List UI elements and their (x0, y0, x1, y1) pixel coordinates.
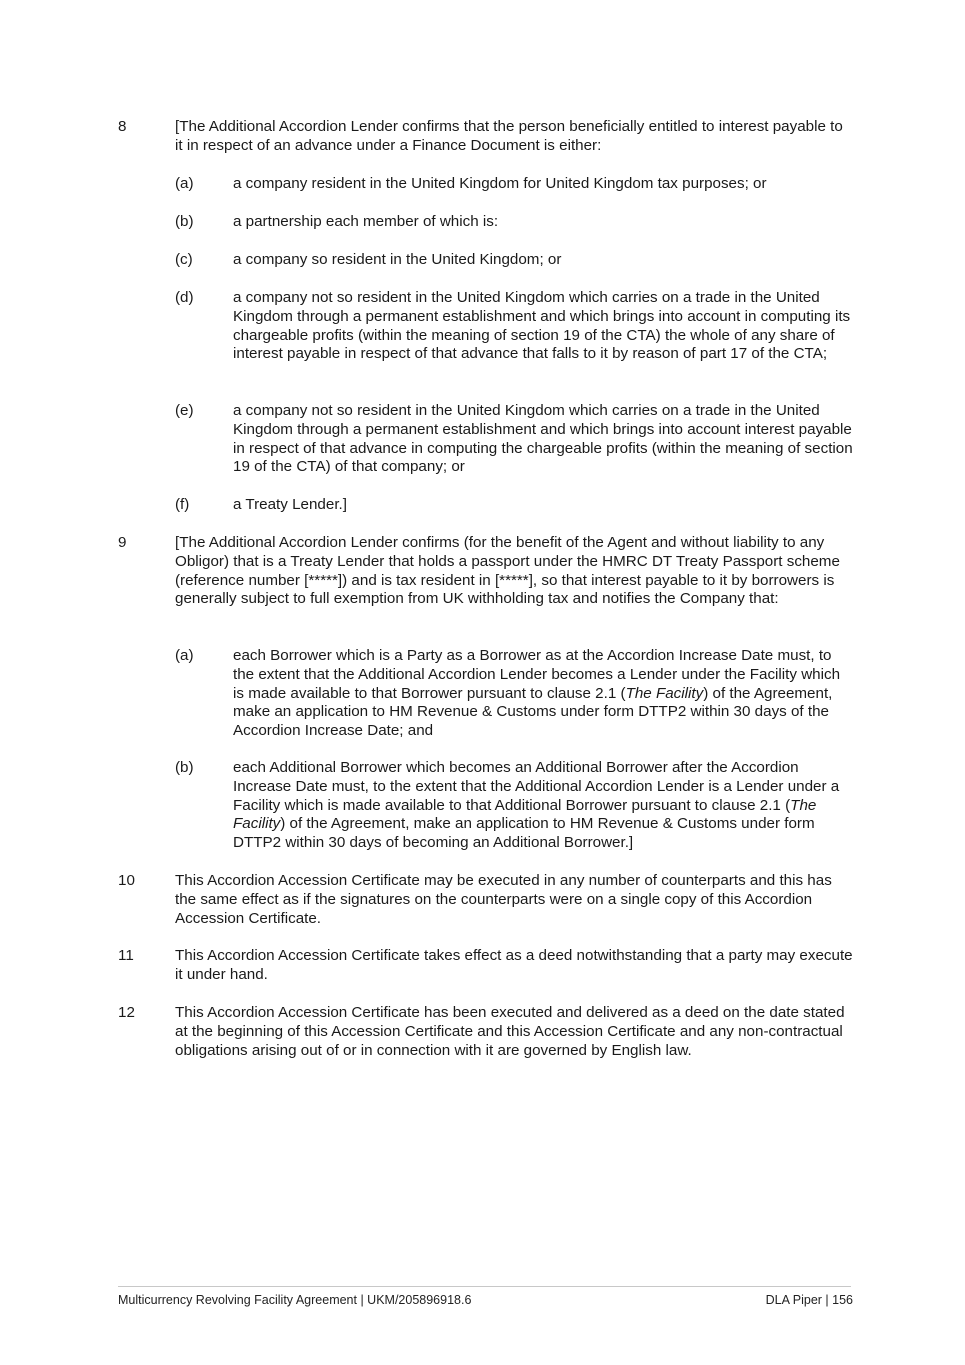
clause-9-item-b (175, 759, 853, 853)
item-text: a partnership each member of which is: (233, 213, 499, 230)
clause-text: [The Additional Accordion Lender confirms that the person beneficially entitled to interest payable to it in respect of an advance under a Finance Document is either: (175, 118, 843, 154)
clause-number: 9 (118, 534, 127, 551)
clause-text: [The Additional Accordion Lender confirms (for the benefit of the Agent and without liability to any Obligor) that is a Treaty Lender that holds a passport under the HMRC DT Treaty Passport scheme (reference number [*****]) and is tax resident in [*****], so that interest payable to it by borrowers is generally subject to full exemption from UK withholding tax and notifies the Company that: (175, 534, 840, 608)
clause-8-item-f (175, 496, 853, 515)
item-text: a company so resident in the United Kingdom; or (233, 251, 562, 268)
clause-text: This Accordion Accession Certificate takes effect as a deed notwithstanding that a party may execute it under hand. (175, 947, 853, 983)
clause-8-item-e (175, 402, 853, 477)
item-label: (a) (175, 175, 194, 192)
item-text-pre: each Additional Borrower which becomes an Additional Borrower after the Accordion Increase Date must, to the extent that the Additional Accordion Lender is a Lender under a Facility which is made available to that Additional Borrower pursuant to clause 2.1 ( (233, 759, 840, 814)
item-text-emphasis: The Facility (625, 684, 704, 702)
clause-text: This Accordion Accession Certificate may be executed in any number of counterparts and this has the same effect as if the signatures on the counterparts were on a single copy of this Accordion Accession Certificate. (175, 872, 832, 927)
item-text-post: ) of the Agreement, make an application to HM Revenue & Customs under form DTTP2 within 30 days of becoming an Additional Borrower.] (233, 815, 815, 852)
item-text (233, 647, 853, 741)
clause-8-item-b (175, 213, 853, 232)
item-label: (e) (175, 402, 194, 419)
clause-8-item-d (175, 289, 853, 364)
clause-number: 11 (118, 947, 134, 964)
clause-12 (118, 1004, 853, 1060)
item-text-post: ) of the Agreement, make an application to HM Revenue & Customs under form DTTP2 within 30 days of the Accordion Increase Date; and (233, 684, 833, 740)
item-text: a company not so resident in the United Kingdom which carries on a trade in the United Kingdom through a permanent establishment and which brings into account in computing its chargeable profits (within the meaning of section 19 of the CTA) the whole of any share of interest payable in respect of that advance that falls to it by reason of part 17 of the CTA; (233, 289, 851, 363)
clause-number: 8 (118, 118, 127, 135)
item-text: a company resident in the United Kingdom for United Kingdom tax purposes; or (233, 175, 767, 192)
clause-11 (118, 947, 853, 985)
clause-8 (118, 118, 853, 156)
footer-divider (118, 1286, 851, 1287)
item-text: a company not so resident in the United Kingdom which carries on a trade in the United Kingdom through a permanent establishment and which brings into account interest payable in respect of that advance in computing the chargeable profits (within the meaning of section 19 of the CTA) of that company; or (233, 402, 853, 476)
item-label: (c) (175, 251, 193, 268)
item-label: (a) (175, 647, 194, 664)
clause-number: 12 (118, 1004, 135, 1021)
clause-9-item-a (175, 647, 853, 741)
item-text-emphasis: The Facility (233, 796, 817, 833)
item-label: (b) (175, 213, 194, 230)
item-label: (b) (175, 759, 194, 776)
item-label: (f) (175, 496, 190, 513)
clause-8-item-c (175, 251, 853, 270)
item-label: (d) (175, 289, 194, 306)
footer-left: Multicurrency Revolving Facility Agreement | UKM/205896918.6 (118, 1293, 472, 1307)
clause-8-item-a (175, 175, 853, 194)
item-text-pre: each Borrower which is a Party as a Borrower as at the Accordion Increase Date must, to the extent that the Additional Accordion Lender becomes a Lender under the Facility which is made available to that Borrower pursuant to clause 2.1 ( (233, 647, 841, 702)
clause-number: 10 (118, 872, 135, 889)
item-text (233, 759, 853, 853)
clause-10 (118, 872, 853, 928)
item-text: a Treaty Lender.] (233, 496, 347, 513)
clause-9 (118, 534, 853, 609)
footer-page-number: DLA Piper | 156 (765, 1293, 853, 1307)
clause-text: This Accordion Accession Certificate has been executed and delivered as a deed on the date stated at the beginning of this Accession Certificate and this Accession Certificate and any non-contractual obligations arising out of or in connection with it are governed by English law. (175, 1004, 845, 1059)
